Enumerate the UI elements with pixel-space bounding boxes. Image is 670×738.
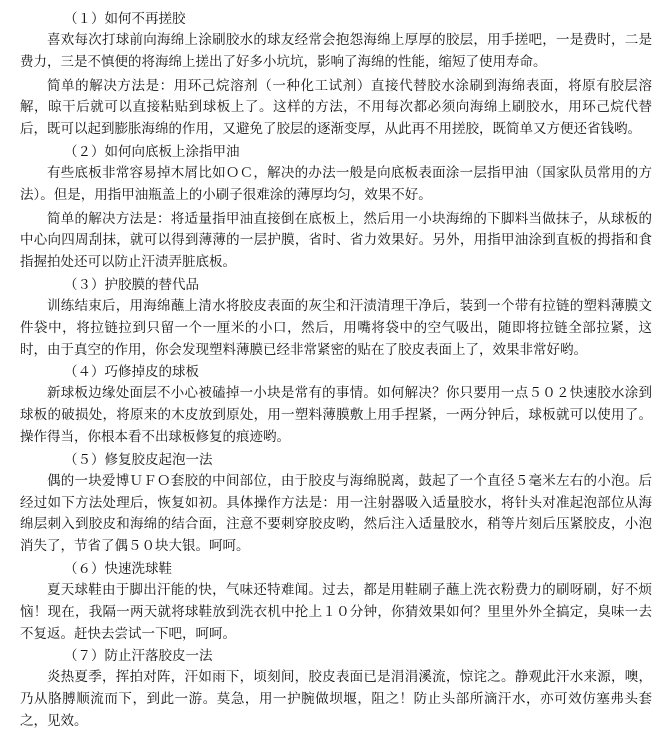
section-sweat-prevention — [20, 645, 652, 732]
paragraph: 夏天球鞋由于脚出汗能的快，气味还特难闻。过去，都是用鞋刷子蘸上洗衣粉费力的刷呀刷，好不烦恼！现在，我隔一两天就将球鞋放到洗衣机中抡上１０分钟，你猜效果如何？里里外外全搞定，臭味一去不复返。赶快去尝试一下吧，呵呵。 — [20, 581, 652, 642]
section-bubble-repair — [20, 449, 652, 558]
section-heading: （４）巧修掉皮的球板 — [64, 364, 199, 381]
section-no-rubbing — [20, 8, 652, 141]
section-heading: （１）如何不再搓胶 — [64, 11, 186, 27]
section-heading: （２）如何向底板上涂指甲油 — [64, 143, 240, 160]
section-protective-film — [20, 274, 652, 361]
paragraph: 有些底板非常容易掉木屑比如ＯＣ，解决的办法一般是向底板表面涂一层指甲油（国家队员常用的方法）。但是，用指甲油瓶盖上的小刷子很难涂的薄厚均匀，效果不好。 — [20, 164, 652, 203]
section-repair-blade — [20, 361, 652, 448]
paragraph: 简单的解决方法是：将适量指甲油直接倒在底板上，然后用一小块海绵的下脚料当做抹子，从球板的中心向四周刮抹，就可以得到薄薄的一层护膜，省时、省力效果好。另外，用指甲油涂到直板的拇指和食指握拍处还可以防止汗渍弄脏底板。 — [20, 210, 652, 271]
paragraph: 炎热夏季，挥拍对阵，汗如雨下，顷刻间，胶皮表面已是涓涓溪流，惊诧之。静观此汗水来源，噢，乃从胳膊顺流而下，到此一游。莫急，用一护腕做坝堰，阻之！防止头部所滴汗水，亦可效仿塞弗头套之，见效。 — [20, 669, 652, 729]
paragraph: 新球板边缘处面层不小心被磕掉一小块是常有的事情。如何解决？你只要用一点５０２快速胶水涂到球板的破损处，将原来的木皮放到原处，用一塑料薄膜敷上用手捏紧，一两分钟后，球板就可以使用了。操作得当，你根本看不出球板修复的痕迹哟。 — [20, 385, 652, 445]
section-heading: （７）防止汗落胶皮一法 — [64, 648, 213, 665]
paragraph: 简单的解决方法是：用环己烷溶剂（一种化工试剂）直接代替胶水涂刷到海绵表面，将原有胶层溶解，晾干后就可以直接粘贴到球板上了。这样的方法，不用每次都必须向海绵上刷胶水，用环己烷代替后，既可以起到膨胀海绵的作用，又避免了胶层的逐渐变厚，从此再不用搓胶，既简单又方便还省钱哟。 — [20, 77, 652, 138]
section-wash-shoes — [20, 558, 652, 645]
section-nail-polish — [20, 141, 652, 274]
section-heading: （３）护胶膜的替代品 — [64, 276, 199, 293]
document — [20, 8, 652, 733]
paragraph: 喜欢每次打球前向海绵上涂刷胶水的球友经常会抱怨海绵上厚厚的胶层，用手搓吧，一是费时，二是费力，三是不慎便的将海绵上搓出了好多小坑坑，影响了海绵的性能，缩短了使用寿命。 — [20, 32, 652, 70]
section-heading: （６）快速洗球鞋 — [64, 560, 172, 577]
paragraph: 训练结束后，用海绵蘸上清水将胶皮表面的灰尘和汗渍清理干净后，装到一个带有拉链的塑料薄膜文件袋中，将拉链拉到只留一个一厘米的小口，然后，用嘴将袋中的空气吸出，随即将拉链全部拉紧，这时，由于真空的作用，你会发现塑料薄膜已经非常紧密的贴在了胶皮表面上了，效果非常好哟。 — [20, 297, 652, 358]
paragraph: 偶的一块爱博ＵＦＯ套胶的中间部位，由于胶皮与海绵脱离，鼓起了一个直径５毫米左右的小泡。后经过如下方法处理后，恢复如初。具体操作方法是：用一注射器吸入适量胶水，将针头对准起泡部位从海绵层刺入到胶皮和海绵的结合面，注意不要刺穿胶皮哟，然后注入适量胶水，稍等片刻后压紧胶皮，小泡消失了，节省了偶５０块大银。呵呵。 — [20, 472, 652, 555]
section-heading: （５）修复胶皮起泡一法 — [64, 451, 213, 468]
